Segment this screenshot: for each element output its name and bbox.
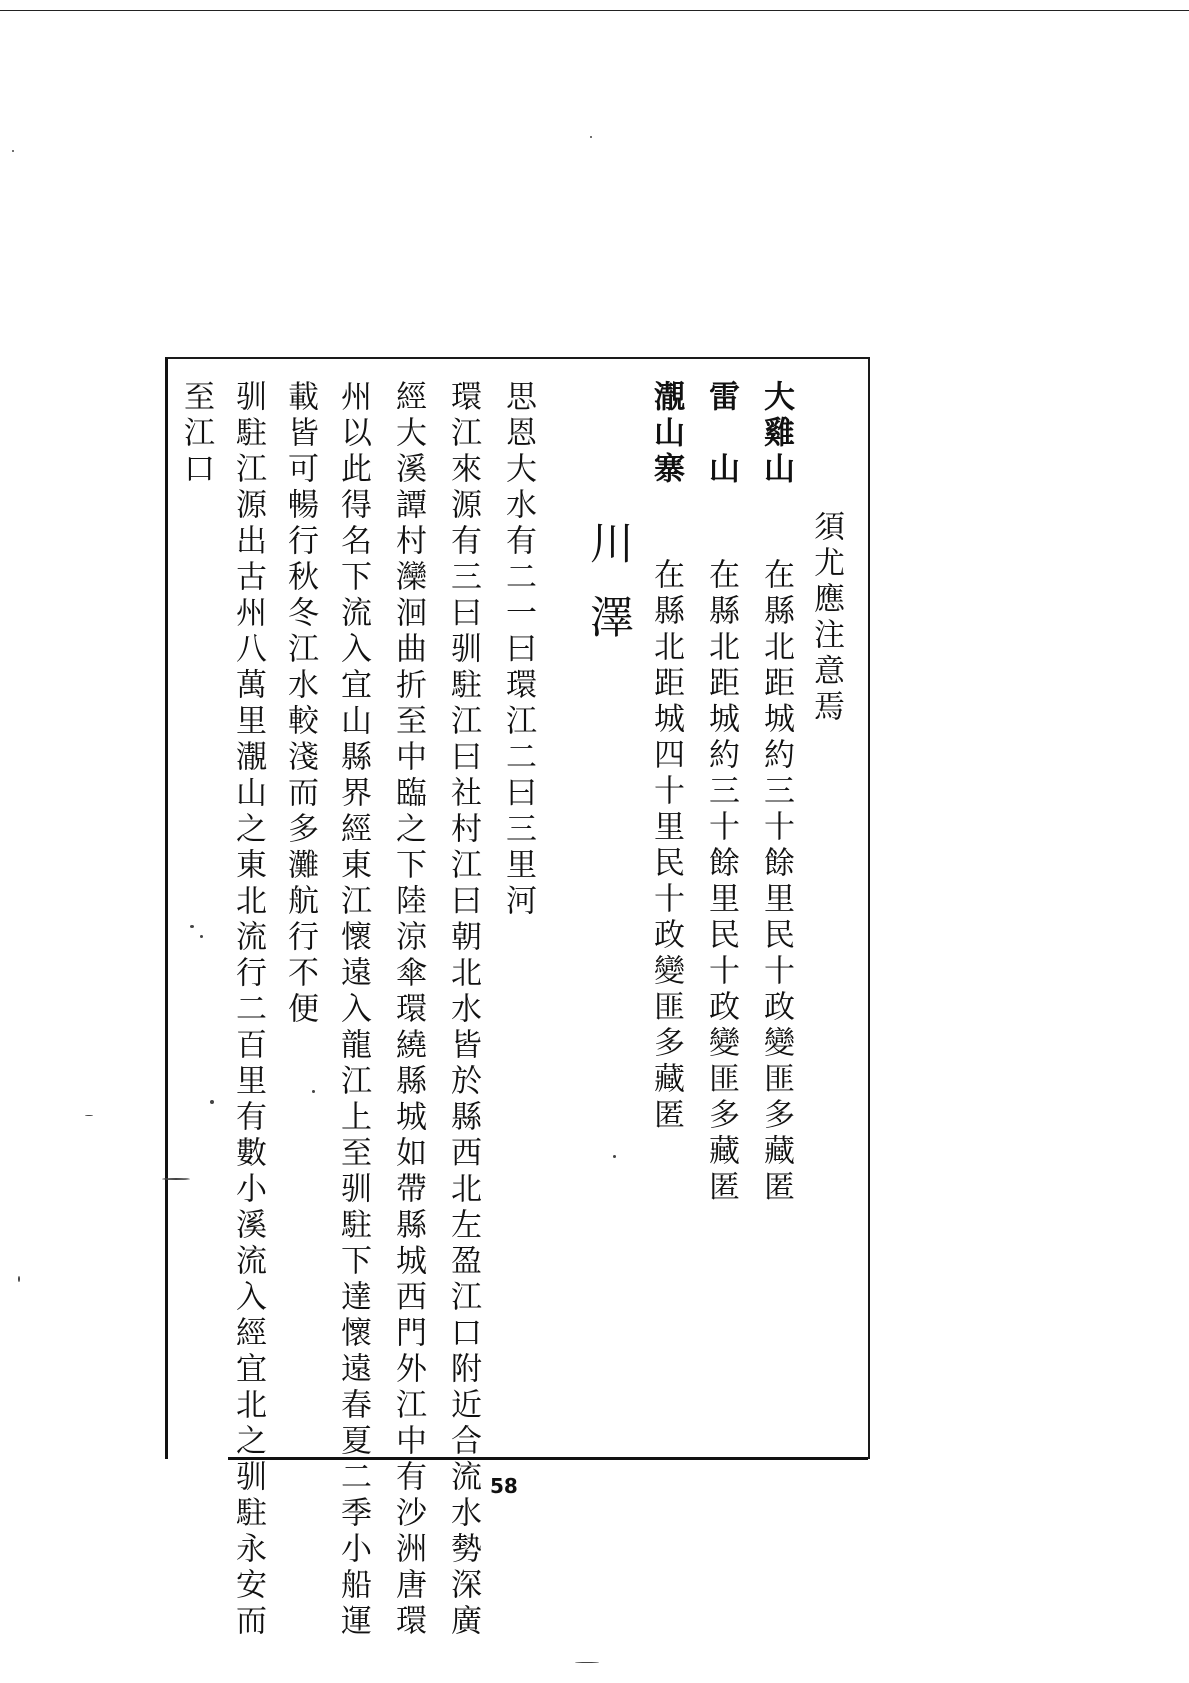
entry-1-desc: 在縣北距城約三十餘里民十政變匪多藏匿: [758, 558, 794, 1206]
body-line-4: 州以此得名下流入宜山縣界經東江懷遠入龍江上至驯駐下達懷遠春夏二季小船運: [335, 380, 371, 1640]
body-line-2: 環江來源有三曰驯駐江曰社村江曰朝北水皆於縣西北左盈江口附近合流水勢深廣: [445, 380, 481, 1640]
scan-speck: [162, 1178, 190, 1180]
entry-1: [758, 380, 794, 1206]
entry-2-desc: 在縣北距城約三十餘里民十政變匪多藏匿: [703, 558, 739, 1206]
note-line: [808, 510, 844, 726]
scan-speck: [613, 1155, 616, 1158]
bottom-rule: [228, 1457, 868, 1460]
page-number: 58: [490, 1474, 518, 1498]
entry-3-desc: 在縣北距城四十里民十政變匪多藏匿: [648, 558, 684, 1134]
scan-speck: [190, 925, 194, 928]
entry-1-name: 大雞山: [758, 380, 794, 488]
scan-speck: [200, 935, 203, 938]
body-line-1: 思恩大水有二一曰環江二曰三里河: [500, 380, 536, 920]
scan-speck: [210, 1100, 214, 1104]
body-line-3: 經大溪譚村灤洄曲折至中臨之下陸涼傘環繞縣城如帶縣城西門外江中有沙洲唐環: [390, 380, 426, 1640]
body-line-7: 至江口: [178, 380, 214, 488]
scan-speck: [18, 1276, 20, 1282]
scan-speck: [85, 1115, 93, 1116]
entry-3-name: 㵾山寨: [648, 380, 684, 488]
note-text: 須尤應注意焉: [808, 510, 844, 726]
entry-2-name: 雷 山: [703, 380, 739, 488]
scan-speck: [575, 1662, 599, 1663]
scan-speck: [312, 1090, 315, 1093]
body-line-5: 載皆可暢行秋冬江水較淺而多灘航行不便: [282, 380, 318, 1028]
top-rule: [0, 10, 1189, 11]
entry-3: [648, 380, 684, 1134]
scan-speck: [12, 150, 14, 152]
entry-2: [703, 380, 739, 1206]
body-line-6: 驯駐江源出古州八萬里㵾山之東北流行二百里有數小溪流入經宜北之驯駐永安而: [230, 380, 266, 1640]
scan-speck: [590, 136, 592, 138]
section-title: 川澤: [582, 520, 633, 668]
